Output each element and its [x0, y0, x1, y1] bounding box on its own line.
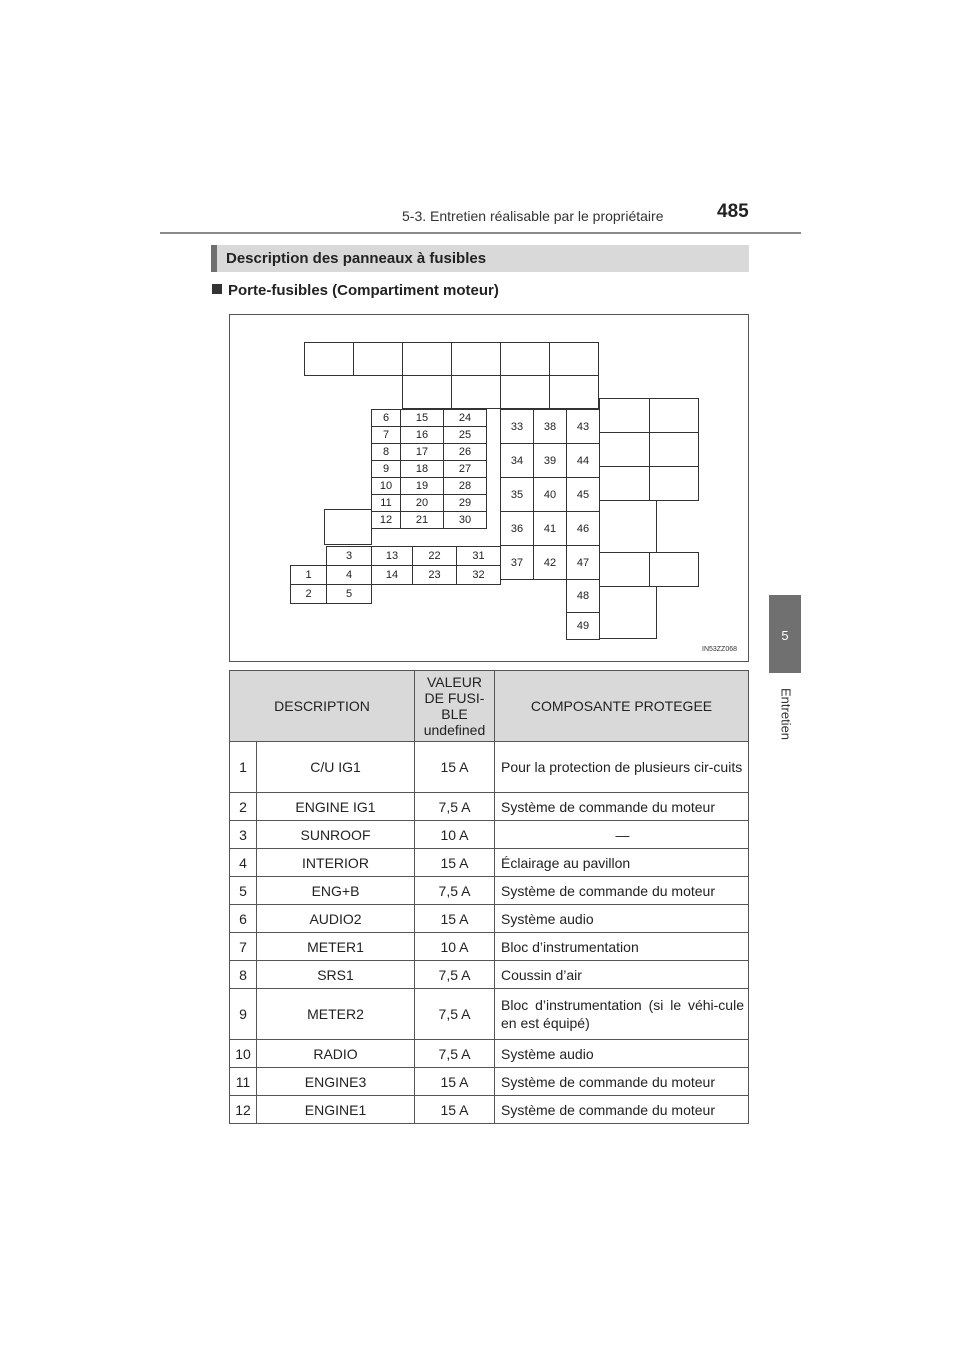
table-cell-circuit: Système de commande du moteur — [495, 793, 749, 821]
chapter-number: 5 — [781, 628, 789, 643]
relay-slot — [500, 342, 550, 376]
fuse-16: 16 — [400, 426, 444, 444]
table-cell-number: 10 — [230, 1040, 257, 1068]
table-cell-fuse-name: INTERIOR — [257, 849, 415, 877]
fuse-43: 43 — [566, 409, 600, 444]
fuse-30: 30 — [443, 511, 487, 529]
fuse-11: 11 — [371, 494, 401, 512]
relay-slot — [500, 375, 550, 409]
square-bullet-icon — [212, 284, 222, 294]
relay-slot — [402, 342, 452, 376]
table-cell-fuse-name: METER1 — [257, 933, 415, 961]
relay-slot — [599, 500, 657, 553]
fuse-37: 37 — [500, 545, 534, 580]
relay-slot — [451, 342, 501, 376]
header-title: 5-3. Entretien réalisable par le propriétaire — [402, 208, 664, 224]
relay-slot — [649, 398, 699, 433]
chapter-label — [770, 688, 802, 768]
relay-slot — [599, 586, 657, 639]
relay-slot — [304, 342, 354, 376]
fuse-17: 17 — [400, 443, 444, 461]
fuse-7: 7 — [371, 426, 401, 444]
fuse-39: 39 — [533, 443, 567, 478]
chapter-label-text: Entretien — [778, 688, 794, 741]
table-cell-fuse-value: 7,5 A — [415, 961, 495, 989]
column-header-circuit: COMPOSANTE PROTEGEE — [495, 671, 749, 742]
table-cell-circuit: Système de commande du moteur — [495, 1068, 749, 1096]
table-cell-fuse-value: 7,5 A — [415, 989, 495, 1040]
table-cell-fuse-name: AUDIO2 — [257, 905, 415, 933]
fuse-41: 41 — [533, 511, 567, 546]
fuse-14: 14 — [371, 565, 413, 585]
table-cell-fuse-value: 15 A — [415, 1068, 495, 1096]
subheading — [212, 282, 499, 299]
fuse-table — [229, 670, 749, 1124]
relay-slot — [549, 342, 599, 376]
fuse-49: 49 — [566, 612, 600, 640]
relay-slot — [599, 432, 650, 467]
table-cell-fuse-value: 15 A — [415, 849, 495, 877]
relay-slot — [599, 552, 650, 587]
table-cell-fuse-name: SUNROOF — [257, 821, 415, 849]
table-row — [230, 933, 749, 961]
table-cell-fuse-value: 7,5 A — [415, 1040, 495, 1068]
relay-slot — [599, 398, 650, 433]
table-row — [230, 1096, 749, 1124]
table-cell-fuse-name: METER2 — [257, 989, 415, 1040]
table-cell-number: 3 — [230, 821, 257, 849]
fuse-27: 27 — [443, 460, 487, 478]
table-cell-circuit: Pour la protection de plusieurs cir-cuits — [495, 742, 749, 793]
fuse-4: 4 — [326, 565, 372, 585]
fuse-8: 8 — [371, 443, 401, 461]
fuse-9: 9 — [371, 460, 401, 478]
fuse-36: 36 — [500, 511, 534, 546]
fuse-31: 31 — [456, 546, 501, 566]
table-cell-fuse-name: ENGINE3 — [257, 1068, 415, 1096]
table-row — [230, 961, 749, 989]
relay-slot — [324, 509, 372, 545]
relay-slot — [649, 466, 699, 501]
fuse-19: 19 — [400, 477, 444, 495]
fuse-25: 25 — [443, 426, 487, 444]
table-cell-number: 2 — [230, 793, 257, 821]
table-cell-circuit: Bloc d’instrumentation — [495, 933, 749, 961]
table-cell-circuit: Système audio — [495, 1040, 749, 1068]
table-row — [230, 877, 749, 905]
relay-slot — [599, 466, 650, 501]
column-header-description: DESCRIPTION — [230, 671, 415, 742]
fuse-35: 35 — [500, 477, 534, 512]
relay-slot — [549, 375, 599, 409]
table-row — [230, 821, 749, 849]
fuse-28: 28 — [443, 477, 487, 495]
fuse-48: 48 — [566, 579, 600, 613]
fuse-26: 26 — [443, 443, 487, 461]
table-cell-number: 1 — [230, 742, 257, 793]
fuse-18: 18 — [400, 460, 444, 478]
table-cell-fuse-value: 15 A — [415, 1096, 495, 1124]
table-cell-fuse-name: SRS1 — [257, 961, 415, 989]
fuse-10: 10 — [371, 477, 401, 495]
table-cell-number: 12 — [230, 1096, 257, 1124]
table-cell-fuse-value: 7,5 A — [415, 793, 495, 821]
table-row — [230, 1040, 749, 1068]
relay-slot — [451, 375, 501, 409]
table-row — [230, 742, 749, 793]
fuse-47: 47 — [566, 545, 600, 580]
table-cell-fuse-value: 10 A — [415, 821, 495, 849]
fuse-38: 38 — [533, 409, 567, 444]
table-cell-fuse-name: ENG+B — [257, 877, 415, 905]
fuse-3: 3 — [326, 546, 372, 566]
table-cell-fuse-name: C/U IG1 — [257, 742, 415, 793]
table-cell-number: 6 — [230, 905, 257, 933]
table-cell-number: 5 — [230, 877, 257, 905]
table-cell-circuit: Système de commande du moteur — [495, 1096, 749, 1124]
header-divider — [160, 232, 801, 234]
fuse-12: 12 — [371, 511, 401, 529]
table-row — [230, 989, 749, 1040]
fuse-13: 13 — [371, 546, 413, 566]
table-cell-fuse-value: 7,5 A — [415, 877, 495, 905]
relay-slot — [649, 432, 699, 467]
fuse-1: 1 — [290, 565, 327, 585]
table-cell-number: 7 — [230, 933, 257, 961]
table-cell-number: 11 — [230, 1068, 257, 1096]
page-number: 485 — [717, 201, 749, 222]
fuse-33: 33 — [500, 409, 534, 444]
table-row — [230, 905, 749, 933]
fuse-40: 40 — [533, 477, 567, 512]
table-cell-number: 4 — [230, 849, 257, 877]
relay-slot — [402, 375, 452, 409]
table-cell-fuse-value: 15 A — [415, 742, 495, 793]
fuse-5: 5 — [326, 584, 372, 604]
table-row — [230, 1068, 749, 1096]
relay-slot — [353, 342, 403, 376]
table-row — [230, 793, 749, 821]
table-row — [230, 849, 749, 877]
fuse-21: 21 — [400, 511, 444, 529]
fuse-20: 20 — [400, 494, 444, 512]
table-cell-fuse-value: 15 A — [415, 905, 495, 933]
column-header-value: VALEUR DE FUSI-BLE undefined — [415, 671, 495, 742]
diagram-code: IN53ZZ068 — [702, 646, 738, 653]
section-title: Description des panneaux à fusibles — [226, 250, 487, 267]
subheading-text: Porte-fusibles (Compartiment moteur) — [228, 282, 499, 299]
fuse-29: 29 — [443, 494, 487, 512]
table-cell-fuse-name: ENGINE IG1 — [257, 793, 415, 821]
table-cell-circuit: Système de commande du moteur — [495, 877, 749, 905]
fuse-2: 2 — [290, 584, 327, 604]
table-cell-fuse-value: 10 A — [415, 933, 495, 961]
table-cell-number: 8 — [230, 961, 257, 989]
table-cell-fuse-name: ENGINE1 — [257, 1096, 415, 1124]
fuse-44: 44 — [566, 443, 600, 478]
fuse-42: 42 — [533, 545, 567, 580]
table-cell-circuit: Coussin d’air — [495, 961, 749, 989]
fuse-45: 45 — [566, 477, 600, 512]
table-cell-circuit: Système audio — [495, 905, 749, 933]
fuse-23: 23 — [412, 565, 457, 585]
fuse-box-diagram — [229, 314, 749, 662]
fuse-32: 32 — [456, 565, 501, 585]
relay-slot — [649, 552, 699, 587]
fuse-22: 22 — [412, 546, 457, 566]
fuse-24: 24 — [443, 409, 487, 427]
table-cell-fuse-name: RADIO — [257, 1040, 415, 1068]
fuse-6: 6 — [371, 409, 401, 427]
table-cell-number: 9 — [230, 989, 257, 1040]
fuse-46: 46 — [566, 511, 600, 546]
fuse-34: 34 — [500, 443, 534, 478]
section-heading — [211, 245, 749, 272]
table-header-row — [230, 671, 749, 742]
fuse-15: 15 — [400, 409, 444, 427]
table-cell-circuit: — — [495, 821, 749, 849]
table-cell-circuit: Bloc d’instrumentation (si le véhi-cule en est équipé) — [495, 989, 749, 1040]
table-cell-circuit: Éclairage au pavillon — [495, 849, 749, 877]
